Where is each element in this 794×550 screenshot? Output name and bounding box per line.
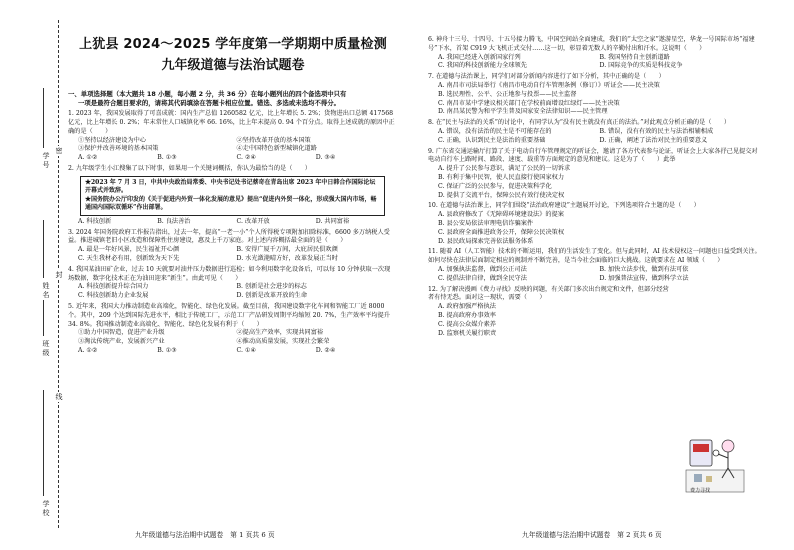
q5-item: ①助力中国智造，促进产业升级: [78, 329, 165, 337]
q9-stem: 9. 广东省交通运输厅打算了关于电动自行车管理规定的听证会，邀请了各方代表参与论证，听证会上大家各抒己见提交对电动自行车上路时间、路段、速度、载重等方面规定的意见和建议。这是为了（ ）此举: [428, 147, 758, 164]
q11-choice-c[interactable]: C. 提倡法律自律，做到全民守法: [438, 274, 527, 282]
q5-choice-c[interactable]: C. ①④: [236, 346, 257, 354]
q1-item: ③保护并改善环境的基本国策: [78, 145, 159, 153]
q12-choice-b[interactable]: B. 提高政府办事效率: [438, 311, 496, 319]
q1-stem: 1. 2023 年，我国发展取得了可喜成就：国内生产总值 1260582 亿元，比上年增长 5. 2%；货物进出口总额 417568 亿元，比上年增长 0. 2%；年末常住人口城镇化率 66. 16%，比上年末提高 0. 94 个百分点。取得上述成就的原因中正确的是（ ）: [68, 110, 395, 135]
page-footer-right: 九年级道德与法治期中试题卷 第 2 页共 6 页: [522, 531, 662, 539]
q6-choice-c[interactable]: C. 我国的科技创新能力全球领先: [438, 62, 527, 70]
cartoon-caption: 费力寻找: [690, 488, 711, 494]
q9-choice-c[interactable]: C. 保证广泛的公民参与，促进决策科学化: [438, 182, 552, 190]
q5-item: ④推动高质量发展，实现社会繁荣: [236, 338, 330, 346]
q9-choice-d[interactable]: D. 提供了交流平台，保障公民有效行使决定权: [438, 191, 565, 199]
q12-choice-d[interactable]: D. 监察机关履行职责: [438, 329, 497, 337]
q11-choice-b[interactable]: B. 加快立法步伐，做到有法可依: [599, 265, 689, 273]
q5-choice-b[interactable]: B. ①③: [157, 346, 177, 354]
q7-stem: 7. 在道德与法治课上，同学们对部分新闻内容进行了如下分析，其中正确的是（ ）: [428, 73, 665, 81]
q2-choice-a[interactable]: A. 科技创新: [78, 217, 112, 225]
question-4: [68, 266, 395, 301]
q10-choice-b[interactable]: B. 县公安局依法审理电信诈骗案件: [438, 219, 534, 227]
q7-choice-d[interactable]: D. 南昌某民警为和平学生普及国家安全法律知识——民主管理: [438, 108, 608, 116]
q4-stem: 4. 我国某油田矿企业，过去 10 天就要对油井压力数据进行巡检；如今利用数字化设备后，可以每 10 分钟获取一次现场数据，数字化技术正在为油田迎来“新生”。由此可见（ ）: [68, 265, 391, 282]
q6-choice-b[interactable]: B. 我国坚持自主创新道路: [599, 53, 670, 61]
q6-choice-a[interactable]: A. 我国已经进入创新国家行列: [438, 53, 521, 61]
q11-stem: 11. 随着 AI（人工智能）技术的不断运用，我们的生活发生了变化。但与此同时，AI 技术侵权这一问题也日益受到关注。如何尽快在法律层面制定相应的规制并不断完善，是当今社会面临的巨大挑战。这就要求在 AI 领域（ ）: [428, 248, 761, 265]
q4-choice-b[interactable]: B. 创新是社会进步的标志: [236, 283, 307, 291]
q2-choice-c[interactable]: C. 改革开放: [236, 217, 270, 225]
q11-choice-a[interactable]: A. 加强执法监督，做到公正司法: [438, 265, 527, 273]
binding-margin: [0, 0, 70, 550]
question-8: [428, 119, 761, 145]
question-10: [428, 202, 761, 246]
q3-choice-b[interactable]: B. 安得广厦千万间，大庇居民俱欢颜: [236, 246, 338, 254]
q11-choice-d[interactable]: D. 加强普法宣传，做到科学立法: [599, 274, 689, 282]
q1-item: ②坚持改革开放的基本国策: [236, 136, 311, 144]
q10-choice-d[interactable]: D. 县民政局探索完善依法服务体系: [438, 237, 534, 245]
q5-choice-d[interactable]: D. ②④: [315, 346, 336, 354]
left-column: [68, 90, 395, 356]
exam-subtitle: 九年级道德与法治试题卷: [161, 58, 305, 73]
q2-material-2: ★国务院办公厅印发的《关于促进内外贸一体化发展的意见》提出“促进内外贸一体化，形成强大国内市场，畅通国内国际双循环”作出部署。: [85, 195, 377, 212]
q1-choice-c[interactable]: C. ②④: [236, 154, 257, 162]
banji-blank: [43, 300, 44, 336]
q4-choice-c[interactable]: C. 科技创新助力企业发展: [78, 292, 149, 300]
exam-title: 上犹县 2024～2025 学年度第一学期期中质量检测: [79, 37, 387, 52]
q4-choice-a[interactable]: A. 科技创新提升综合国力: [78, 283, 149, 291]
xuexiao-label: 学校: [42, 500, 50, 518]
q12-cartoon: [682, 430, 748, 496]
q5-item: ②提高生产效率，实现共同富裕: [236, 329, 324, 337]
q3-stem: 3. 2024 年国务院政府工作报告指出，过去一年，提高“一老一小”个人所得税专项附加扣除标准，6600 多万纳税人受益。推进城镇老旧小区改造和保障性住房建设，惠及上千万家庭。对上述内容概括最全面的是（ ）: [68, 228, 390, 245]
q2-stem: 2. 九年级学生小江搜集了以下时事，如果用一个关键词概括，你认为最恰当的是（ ）: [68, 164, 311, 172]
q10-choice-c[interactable]: C. 县政府全面推进政务公开，保障公民决策权: [438, 228, 565, 236]
q1-item: ④走中国特色新型城镇化道路: [236, 145, 317, 153]
question-7: [428, 73, 761, 117]
q6-choice-d[interactable]: D. 国际竞争的实质是科技竞争: [599, 62, 683, 70]
q2-choice-b[interactable]: B. 良法善治: [157, 217, 191, 225]
q1-choice-a[interactable]: A. ①②: [78, 154, 98, 162]
question-1: [68, 110, 395, 163]
q7-choice-a[interactable]: A. 南昌市司法局举行《南昌市电动自行车管理条例（修订）》听证会——民主决策: [438, 81, 660, 89]
q10-choice-a[interactable]: A. 县政府修改了《无障碍环境建设法》的提案: [438, 211, 564, 219]
q7-choice-b[interactable]: B. 选民理性、公平、公正地参与投票——民主监督: [438, 90, 577, 98]
q10-stem: 10. 在道德与法治课上，同学们围绕“法治政府建设”主题展开讨论，下列选项符合主题的是（ ）: [428, 202, 700, 210]
q1-choice-b[interactable]: B. ①③: [157, 154, 177, 162]
q7-choice-c[interactable]: C. 南昌市某中学建议相关部门在学校前面增设红绿灯——民主决策: [438, 99, 620, 107]
xingming-blank: [43, 220, 44, 278]
xuehao-label: 学号: [42, 152, 50, 170]
question-6: [428, 36, 761, 71]
q6-stem: 6. 神舟十三号、十四号、十五号接力腾飞，中国空间站全面建成，我们的“太空之家”遨游星空，华龙一号国际市场“福建号”下水，首架 C919 大飞机正式交付……这一切，彰显着无数人的辛勤付出和汗水。这说明（ ）: [428, 36, 755, 52]
section-heading: 一、单项选择题（本大题共 18 小题，每小题 2 分，共 36 分）在每小题列出的四个备选项中只有: [68, 90, 347, 98]
q3-choice-a[interactable]: A. 最是一年好风景，民生福祉开心颜: [78, 246, 180, 254]
q12-stem: 12. 为了解决漫画《费力寻找》反映的问题，有关部门多次出台规定和文件，但部分经营者有恃无恐。面对这一现状，需要（ ）: [428, 285, 669, 302]
page-footer-left: 九年级道德与法治期中试题卷 第 1 页共 6 页: [135, 531, 275, 539]
q12-choice-c[interactable]: C. 提高公众媒介素养: [438, 320, 496, 328]
seal-char-3: 线: [55, 393, 63, 401]
seal-char-2: 封: [55, 271, 63, 279]
banji-label: 班级: [42, 340, 50, 358]
q8-choice-d[interactable]: D. 正确，阐述了法治对民主的重要意义: [599, 136, 708, 144]
xuexiao-blank: [43, 390, 44, 496]
q1-item: ①坚持以经济建设为中心: [78, 136, 147, 144]
q1-choice-d[interactable]: D. ③④: [315, 154, 336, 162]
q5-stem: 5. 近年来，我国大力推动制造业高端化，智能化、绿色化发展。截至目前，我国建设数字化车间和智能工厂近 8000 个。其中，209 个达到国际先进水平，相比于传统工厂，示范工厂产品研发周期平均缩短 20. 7%，生产效率平均提升 34. 8%。我国推动制造业高端化、智能化、绿色化发展有利于（ ）: [68, 303, 390, 328]
section-heading-line2: 一项是最符合题目要求的，请将其代码填涂在答题卡相应位置。错选、多选或未选均不得分。: [78, 99, 341, 108]
question-9: [428, 148, 761, 201]
question-12: [428, 286, 673, 339]
q12-choice-a[interactable]: A. 政府加强严格执法: [438, 303, 496, 311]
q5-item: ③淘汰传统产业，发展新兴产业: [78, 338, 165, 346]
q3-choice-d[interactable]: D. 水光潋滟晴方好，改革发展正当时: [236, 255, 338, 263]
question-11: [428, 248, 761, 283]
cartoon-drawing-icon: [682, 430, 748, 496]
q5-choice-a[interactable]: A. ①②: [78, 346, 98, 354]
question-3: [68, 229, 395, 264]
q9-choice-a[interactable]: A. 提升了公民参与意识，满足了公民的一切诉求: [438, 165, 571, 173]
q4-choice-d[interactable]: D. 创新是改革开放的生命: [236, 292, 308, 300]
xuehao-blank: [43, 88, 44, 148]
q2-choice-d[interactable]: D. 共同富裕: [315, 217, 350, 225]
q2-material-1: ★2023 年 7 月 3 日，中共中央政治局常委、中央书记处书记蔡奇在青岛出席 2023 年中日韩合作国际论坛开幕式并致辞。: [85, 178, 376, 195]
q9-choice-b[interactable]: B. 有利于集中民智，使人民直接行使国家权力: [438, 173, 565, 181]
q8-choice-a[interactable]: A. 错误，没有法治的民主是不可能存在的: [438, 127, 552, 135]
q3-choice-c[interactable]: C. 天生我材必有用，创新致为天下先: [78, 255, 180, 263]
question-5: [68, 303, 395, 356]
q8-choice-c[interactable]: C. 正确，认识到民主是法治的重要基础: [438, 136, 546, 144]
q2-material-box: [80, 176, 385, 216]
seal-char-1: 密: [55, 147, 63, 155]
question-2: [68, 165, 395, 227]
q8-stem: 8. 在“民主与法治的关系”的讨论中，有同学认为“没有民主就没有真正的法治。”对此观点分析正确的是（ ）: [428, 119, 731, 127]
xingming-label: 姓名: [42, 282, 50, 300]
q8-choice-b[interactable]: B. 错误，没有有效的民主与法治相辅相成: [599, 127, 714, 135]
right-column: [428, 34, 761, 338]
